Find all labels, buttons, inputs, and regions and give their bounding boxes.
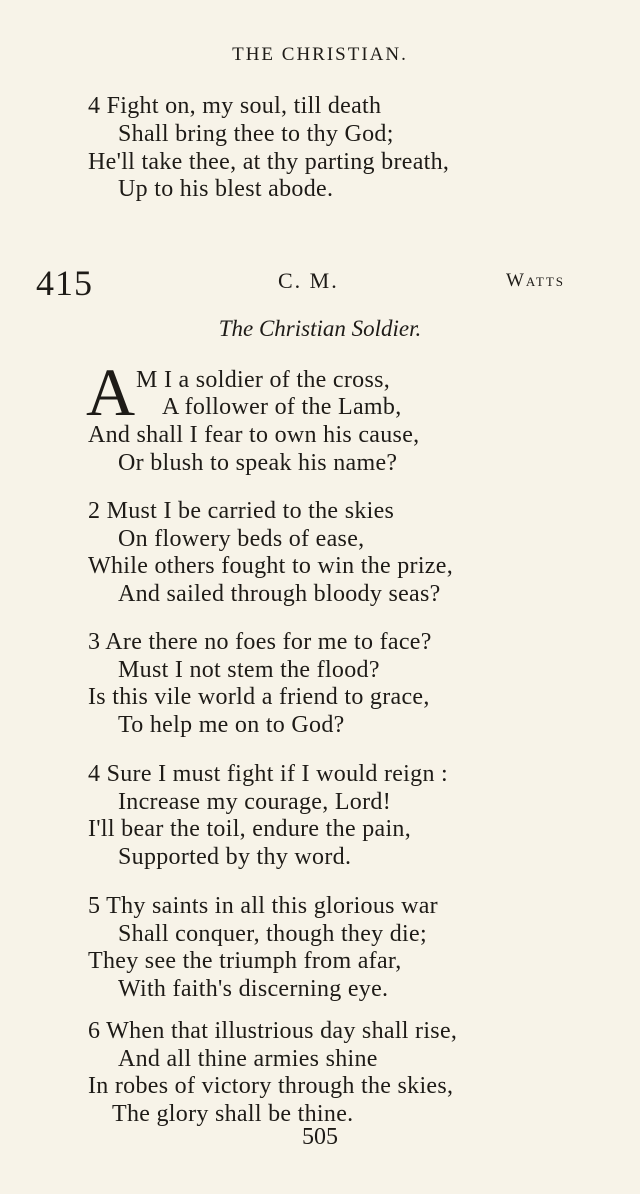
hymn-number: 415 — [36, 263, 93, 303]
verse-line: To help me on to God? — [118, 712, 345, 738]
verse-line: The glory shall be thine. — [112, 1101, 354, 1127]
verse-line: With faith's discerning eye. — [118, 976, 389, 1002]
verse-line: Or blush to speak his name? — [118, 450, 398, 476]
verse-line: And sailed through bloody seas? — [118, 581, 441, 607]
verse-line: Is this vile world a friend to grace, — [88, 684, 430, 710]
prev-verse-line: He'll take thee, at thy parting breath, — [88, 149, 450, 175]
verse-line: Must I not stem the flood? — [118, 657, 380, 683]
verse-line: They see the triumph from afar, — [88, 948, 402, 974]
verse-line: 3 Are there no foes for me to face? — [88, 629, 432, 655]
verse-line: 6 When that illustrious day shall rise, — [88, 1018, 458, 1044]
drop-cap: A — [86, 354, 136, 430]
verse-line: 4 Sure I must fight if I would reign : — [88, 761, 449, 787]
verse-line: Shall conquer, though they die; — [118, 921, 427, 947]
verse-line: On flowery beds of ease, — [118, 526, 365, 552]
hymn-author: Watts — [506, 270, 565, 291]
verse-line: And shall I fear to own his cause, — [88, 422, 420, 448]
hymn-title: The Christian Soldier. — [218, 316, 422, 341]
verse-line: I'll bear the toil, endure the pain, — [88, 816, 412, 842]
verse-line: M I a soldier of the cross, — [136, 367, 391, 393]
verse-line: While others fought to win the prize, — [88, 553, 454, 579]
verse-line: 5 Thy saints in all this glorious war — [88, 893, 438, 919]
prev-verse-line: 4 Fight on, my soul, till death — [88, 93, 382, 119]
hymn-meter: C. M. — [278, 268, 339, 293]
verse-line: Supported by thy word. — [118, 844, 352, 870]
running-head: THE CHRISTIAN. — [232, 44, 408, 65]
verse-line: In robes of victory through the skies, — [88, 1073, 454, 1099]
verse-line: Increase my courage, Lord! — [118, 789, 391, 815]
verse-line: 2 Must I be carried to the skies — [88, 498, 395, 524]
prev-verse-line: Up to his blest abode. — [118, 176, 334, 202]
verse-line: And all thine armies shine — [118, 1046, 378, 1072]
page-number: 505 — [302, 1124, 338, 1150]
verse-line: A follower of the Lamb, — [162, 394, 402, 420]
prev-verse-line: Shall bring thee to thy God; — [118, 121, 394, 147]
